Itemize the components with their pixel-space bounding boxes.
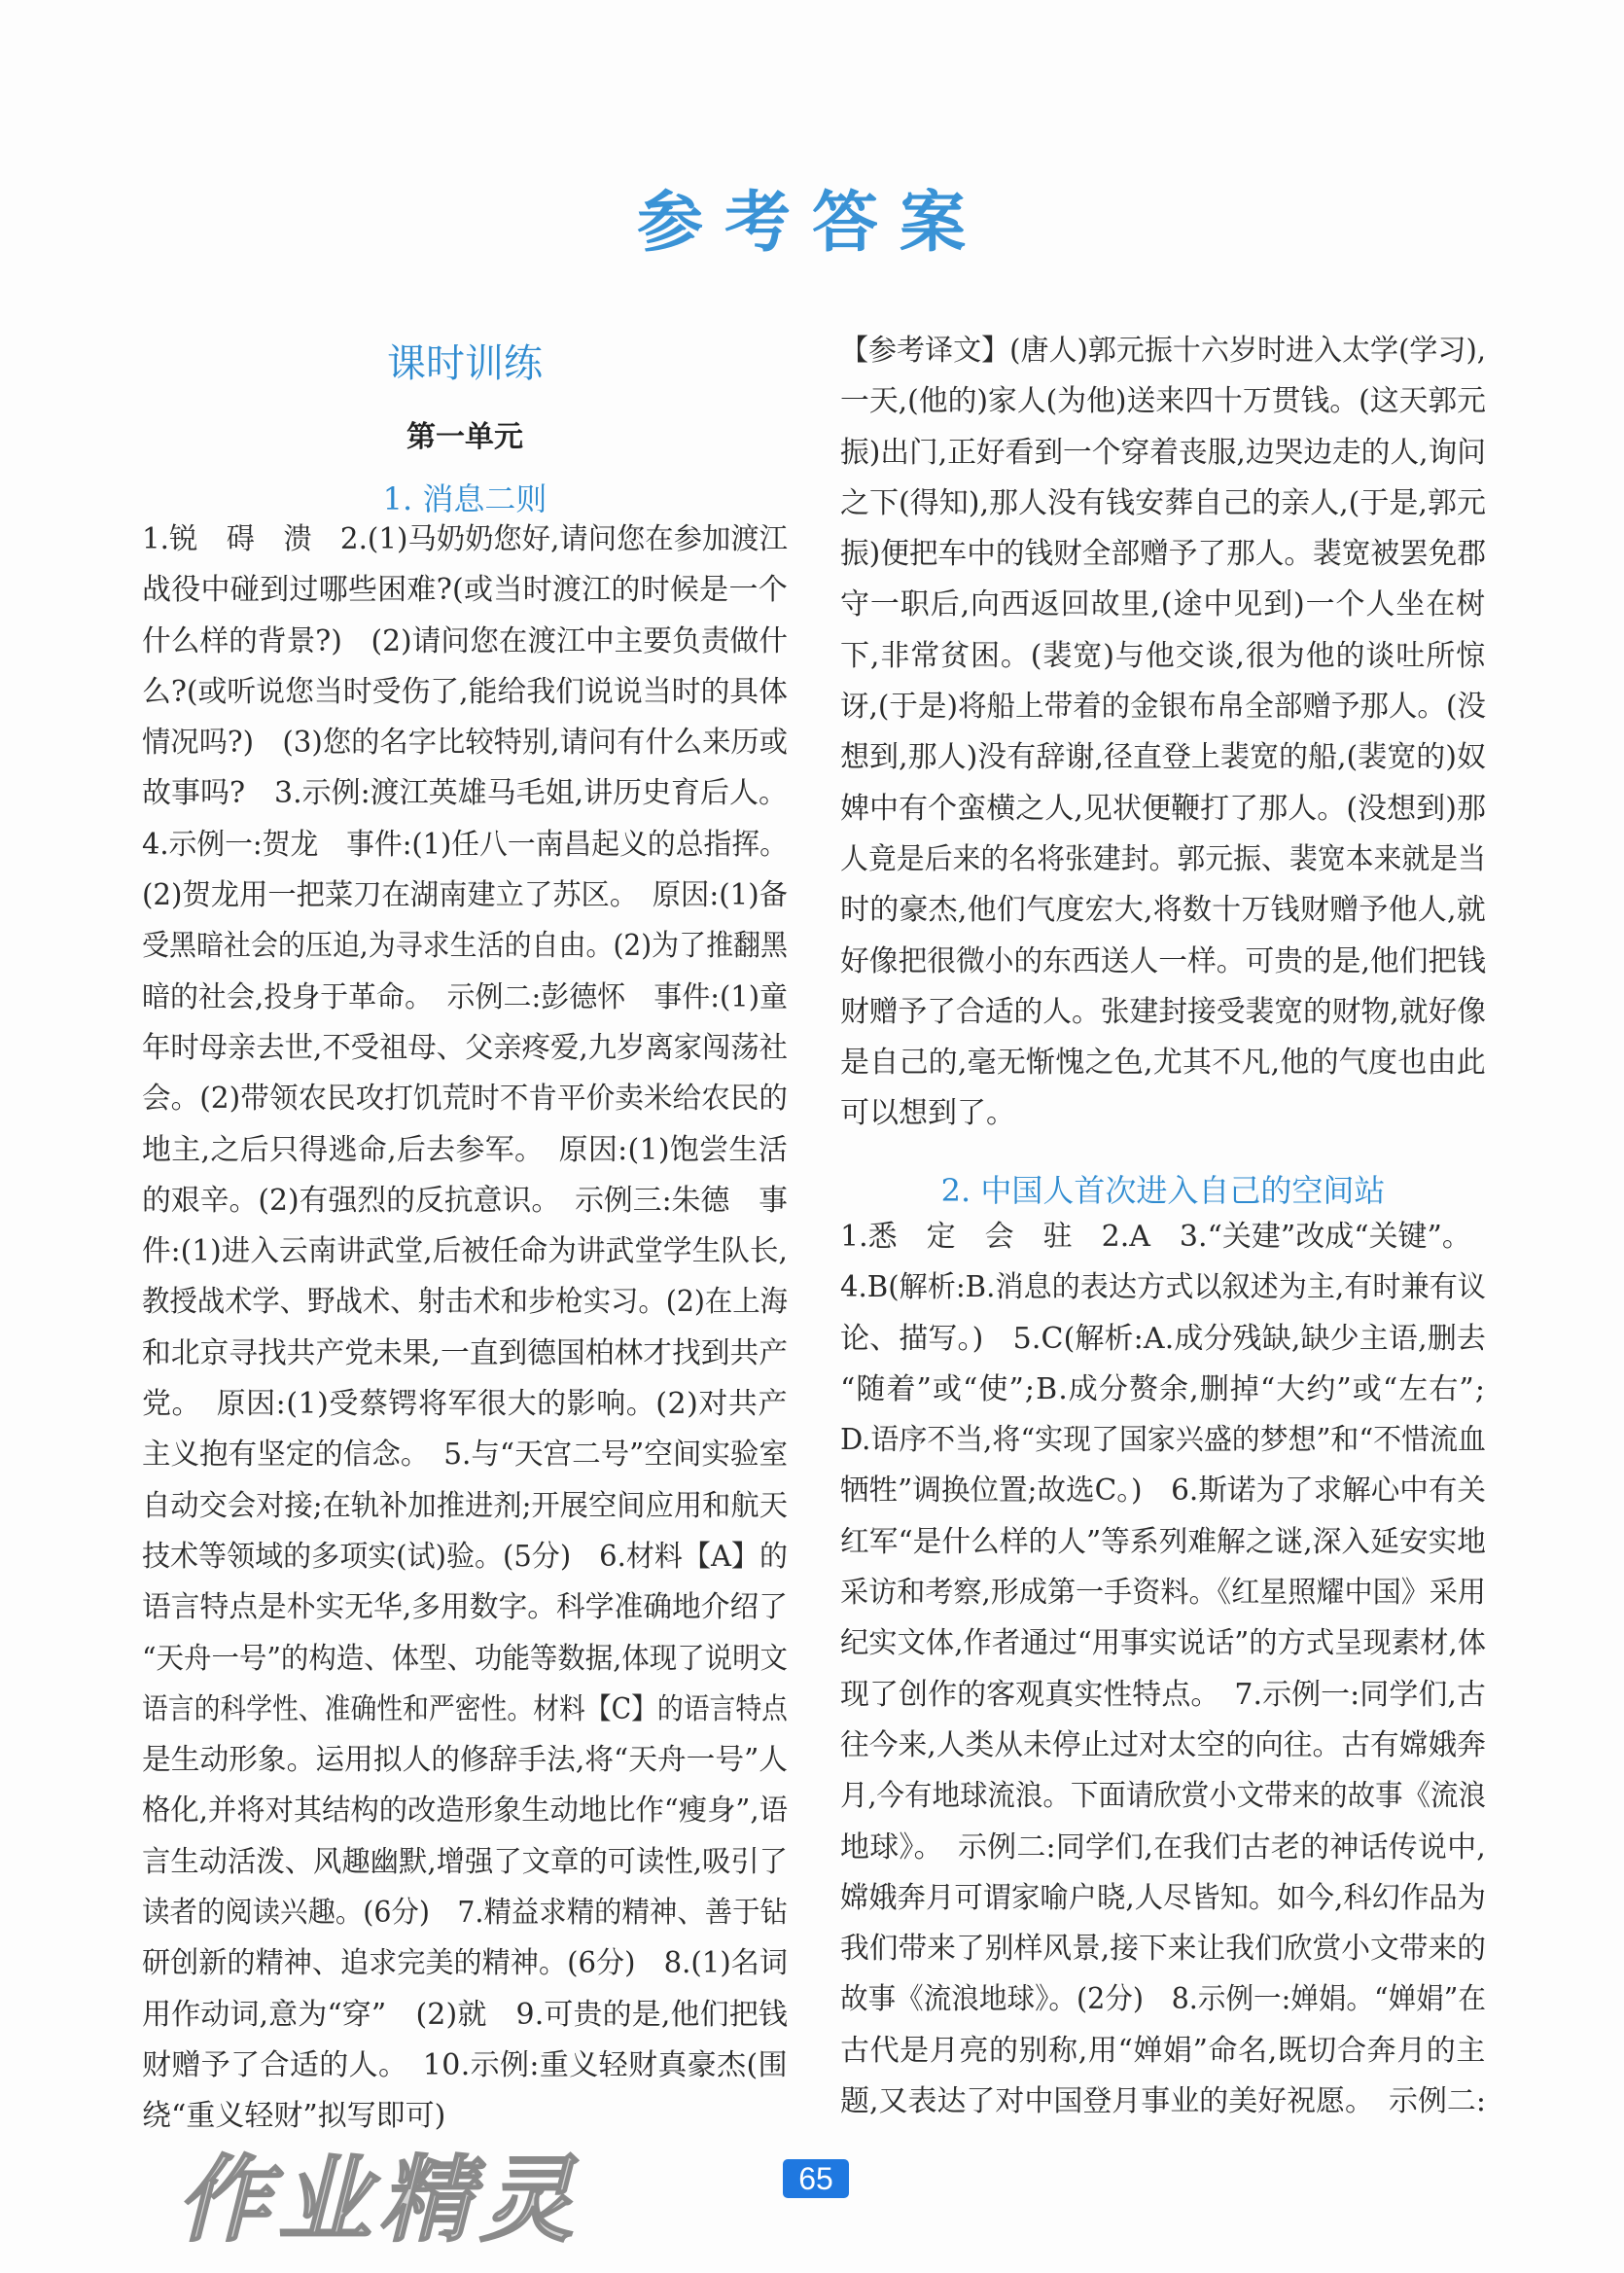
watermark-logo: 作业精灵 — [171, 2146, 603, 2255]
text-line-content: 技术等领域的多项实(试)验。(5分) 6.材料【A】的 — [142, 1539, 788, 1574]
text-line — [142, 1786, 788, 1836]
text-line — [142, 1532, 788, 1582]
text-line-content: 教授战术学、野战术、射击术和步枪实习。(2)在上海 — [142, 1285, 788, 1320]
text-line — [840, 2026, 1486, 2077]
text-line-content: 党。 原因:(1)受蔡锷将军很大的影响。(2)对共产 — [142, 1387, 788, 1422]
text-line — [142, 1074, 788, 1124]
text-line — [840, 1262, 1486, 1313]
text-line — [142, 1379, 788, 1430]
text-line-content: 想到,那人)没有辞谢,径直登上裴宽的船,(裴宽的)奴 — [840, 740, 1486, 775]
text-line-content: 自动交会对接;在轨补加推进剂;开展空间应用和航天 — [142, 1488, 788, 1523]
text-line — [840, 1415, 1486, 1466]
text-line — [142, 1990, 788, 2041]
text-line — [142, 1023, 788, 1074]
text-line-content: 的艰辛。(2)有强烈的反抗意识。 示例三:朱德 事 — [142, 1183, 788, 1218]
text-line — [142, 1176, 788, 1226]
text-line-content: 财赠予了合适的人。张建封接受裴宽的财物,就好像 — [840, 994, 1486, 1029]
text-line-content: (2)贺龙用一把菜刀在湖南建立了苏区。 原因:(1)备 — [142, 878, 788, 913]
text-line — [840, 2077, 1486, 2127]
text-line — [840, 987, 1486, 1038]
text-line — [142, 515, 788, 565]
text-line — [840, 428, 1486, 479]
text-line-content: 故事吗? 3.示例:渡江英雄马毛姐,讲历史育后人。 — [142, 776, 788, 811]
text-line — [840, 580, 1486, 630]
text-line-content: 是自己的,毫无惭愧之色,尤其不凡,他的气度也由此 — [840, 1046, 1486, 1081]
text-line — [840, 529, 1486, 580]
text-line-content: 讶,(于是)将船上带着的金银布帛全部赠予那人。(没 — [840, 690, 1486, 725]
text-line — [840, 1670, 1486, 1721]
text-line-content: 4.B(解析:B.消息的表达方式以叙述为主,有时兼有议 — [840, 1270, 1486, 1305]
text-line-content: 牺牲”调换位置;故选C。) 6.斯诺为了求解心中有关 — [840, 1474, 1486, 1509]
text-line — [840, 1618, 1486, 1669]
text-line — [840, 1517, 1486, 1568]
text-line — [142, 2041, 788, 2091]
text-line-content: 1.悉 定 会 驻 2.A 3.“关建”改成“关键”。 — [840, 1220, 1471, 1254]
text-line — [840, 1823, 1486, 1873]
text-line-content: 受黑暗社会的压迫,为寻求生活的自由。(2)为了推翻黑 — [142, 929, 788, 964]
text-line — [840, 1771, 1486, 1822]
text-line-content: 件:(1)进入云南讲武堂,后被任命为讲武堂学生队长, — [142, 1234, 788, 1269]
text-line — [840, 1314, 1486, 1365]
text-line-content: 月,今有地球流浪。下面请欣赏小文带来的故事《流浪 — [840, 1779, 1486, 1814]
text-line-content: 年时母亲去世,不受祖母、父亲疼爱,九岁离家闯荡社 — [142, 1030, 788, 1065]
text-line-content: 4.示例一:贺龙 事件:(1)任八一南昌起义的总指挥。 — [142, 827, 788, 862]
text-line-content: 好像把很微小的东西送人一样。可贵的是,他们把钱 — [840, 943, 1486, 978]
text-line-content: 是生动形象。运用拟人的修辞手法,将“天舟一号”人 — [142, 1743, 788, 1778]
text-line — [142, 617, 788, 667]
text-line-content: 格化,并将对其结构的改造形象生动地比作“瘦身”,语 — [142, 1794, 788, 1829]
text-line-content: 红军“是什么样的人”等系列难解之谜,深入延安实地 — [840, 1524, 1486, 1559]
text-line-content: 主义抱有坚定的信念。 5.与“天宫二号”空间实验室 — [142, 1438, 788, 1473]
text-line-content: 纪实文体,作者通过“用事实说话”的方式呈现素材,体 — [840, 1626, 1486, 1661]
text-line — [840, 1088, 1486, 1139]
text-line — [142, 1938, 788, 1989]
page-title: 参考答案 — [636, 184, 987, 262]
text-line — [840, 1873, 1486, 1924]
text-line-content: 时的豪杰,他们气度宏大,将数十万钱财赠予他人,就 — [840, 893, 1486, 928]
text-line — [142, 1582, 788, 1633]
text-line-content: 用作动词,意为“穿” (2)就 9.可贵的是,他们把钱 — [142, 1997, 788, 2032]
text-line-content: 言生动活泼、风趣幽默,增强了文章的可读性,吸引了 — [142, 1844, 788, 1879]
unit-title: 第一单元 — [406, 420, 523, 454]
text-line — [142, 718, 788, 768]
text-line — [840, 631, 1486, 682]
text-line — [142, 1277, 788, 1328]
text-line-content: 1.锐 碍 溃 2.(1)马奶奶您好,请问您在参加渡江 — [142, 522, 788, 556]
text-line — [840, 682, 1486, 732]
text-line-content: 守一职后,向西返回故里,(途中见到)一个人坐在树 — [840, 587, 1486, 622]
text-line — [840, 1365, 1486, 1415]
text-line-content: 和北京寻找共产党未果,一直到德国柏林才找到共产 — [142, 1335, 788, 1370]
text-line-content: 暗的社会,投身于革命。 示例二:彭德怀 事件:(1)童 — [142, 979, 788, 1014]
text-line-content: 研创新的精神、追求完美的精神。(6分) 8.(1)名词 — [142, 1946, 788, 1981]
reference-translation — [840, 326, 1486, 1140]
page-number-badge: 65 — [783, 2159, 849, 2198]
text-line-content: 一天,(他的)家人(为他)送来四十万贯钱。(这天郭元 — [840, 384, 1486, 419]
text-line-content: “天舟一号”的构造、体型、功能等数据,体现了说明文 — [142, 1641, 788, 1676]
text-line — [142, 565, 788, 616]
text-line-content: 绕“重义轻财”拟写即可) — [142, 2099, 446, 2134]
text-line — [142, 1329, 788, 1379]
text-line — [840, 1466, 1486, 1516]
text-line-content: 古代是月亮的别称,用“婵娟”命名,既切合奔月的主 — [840, 2033, 1486, 2068]
text-line-content: 下,非常贫困。(裴宽)与他交谈,很为他的谈吐所惊 — [840, 638, 1486, 673]
left-column-answers — [142, 515, 788, 2143]
text-line — [840, 479, 1486, 529]
text-line — [142, 1685, 788, 1735]
text-line-content: 语言特点是朴实无华,多用数字。科学准确地介绍了 — [142, 1590, 788, 1625]
text-line-content: 战役中碰到过哪些困难?(或当时渡江的时候是一个 — [142, 573, 788, 608]
text-line-content: 语言的科学性、准确性和严密性。材料【C】的语言特点 — [142, 1691, 788, 1726]
text-line-content: 什么样的背景?) (2)请问您在渡江中主要负责做什 — [142, 623, 788, 658]
text-line — [840, 784, 1486, 835]
text-line-content: D.语序不当,将“实现了国家兴盛的梦想”和“不惜流血 — [840, 1423, 1486, 1458]
text-line — [142, 768, 788, 819]
text-line — [142, 921, 788, 972]
text-line-content: “随着”或“使”;B.成分赘余,删掉“大约”或“左右”; — [840, 1371, 1486, 1406]
text-line-content: 之下(得知),那人没有钱安葬自己的亲人,(于是,郭元 — [840, 485, 1486, 520]
text-line-content: 振)便把车中的钱财全部赠予了那人。裴宽被罢免郡 — [840, 537, 1486, 572]
text-line-content: 人竟是后来的名将张建封。郭元振、裴宽本来就是当 — [840, 841, 1486, 876]
lesson-2-answers — [840, 1212, 1486, 2127]
text-line-content: 情况吗?) (3)您的名字比较特别,请问有什么来历或 — [142, 726, 788, 761]
text-line — [142, 667, 788, 718]
text-line-content: 往今来,人类从未停止过对太空的向往。古有嫦娥奔 — [840, 1727, 1486, 1762]
text-line — [840, 326, 1486, 376]
lesson-2-title: 2. 中国人首次进入自己的空间站 — [940, 1172, 1386, 1209]
text-line — [142, 1888, 788, 1938]
text-line-content: 地球》。 示例二:同学们,在我们古老的神话传说中, — [840, 1829, 1486, 1865]
text-line — [142, 2091, 788, 2142]
text-line-content: 读者的阅读兴趣。(6分) 7.精益求精的精神、善于钻 — [142, 1896, 788, 1931]
text-line-content: 婢中有个蛮横之人,见状便鞭打了那人。(没想到)那 — [840, 791, 1486, 826]
text-line — [840, 1721, 1486, 1771]
text-line — [142, 1634, 788, 1685]
text-line-content: 嫦娥奔月可谓家喻户晓,人尽皆知。如今,科幻作品为 — [840, 1880, 1486, 1915]
text-line — [840, 835, 1486, 885]
text-line-content: 么?(或听说您当时受伤了,能给我们说说当时的具体 — [142, 674, 788, 709]
text-line-content: 论、描写。) 5.C(解析:A.成分残缺,缺少主语,删去 — [840, 1321, 1486, 1356]
text-line-content: 【参考译文】(唐人)郭元振十六岁时进入太学(学习), — [840, 334, 1486, 368]
text-line — [142, 1125, 788, 1176]
text-line — [840, 376, 1486, 427]
text-line-content: 会。(2)带领农民攻打饥荒时不肯平价卖米给农民的 — [142, 1082, 788, 1117]
text-line — [840, 1212, 1486, 1262]
text-line — [142, 870, 788, 921]
text-line — [840, 937, 1486, 987]
text-line — [142, 1481, 788, 1532]
text-line — [142, 1837, 788, 1888]
text-line — [142, 820, 788, 870]
lesson-1-title: 1. 消息二则 — [382, 480, 547, 517]
text-line — [840, 885, 1486, 936]
text-line — [840, 1038, 1486, 1088]
text-line-content: 现了创作的客观真实性特点。 7.示例一:同学们,古 — [840, 1677, 1486, 1712]
text-line — [142, 973, 788, 1023]
text-line-content: 采访和考察,形成第一手资料。《红星照耀中国》采用 — [840, 1576, 1486, 1611]
text-line — [142, 1226, 788, 1277]
text-line-content: 可以想到了。 — [840, 1096, 1015, 1131]
text-line — [142, 1735, 788, 1786]
text-line-content: 故事《流浪地球》。(2分) 8.示例一:婵娟。“婵娟”在 — [840, 1982, 1486, 2017]
text-line-content: 财赠予了合适的人。 10.示例:重义轻财真豪杰(围 — [142, 2047, 788, 2082]
text-line — [142, 1430, 788, 1480]
text-line-content: 题,又表达了对中国登月事业的美好祝愿。 示例二: — [840, 2084, 1486, 2119]
text-line-content: 振)出门,正好看到一个穿着丧服,边哭边走的人,询问 — [840, 435, 1486, 470]
text-line — [840, 1974, 1486, 2025]
text-line — [840, 732, 1486, 783]
section-title: 课时训练 — [387, 341, 543, 386]
text-line-content: 我们带来了别样风景,接下来让我们欣赏小文带来的 — [840, 1932, 1486, 1967]
text-line-content: 地主,之后只得逃命,后去参军。 原因:(1)饱尝生活 — [142, 1132, 788, 1167]
text-line — [840, 1924, 1486, 1974]
text-line — [840, 1568, 1486, 1618]
